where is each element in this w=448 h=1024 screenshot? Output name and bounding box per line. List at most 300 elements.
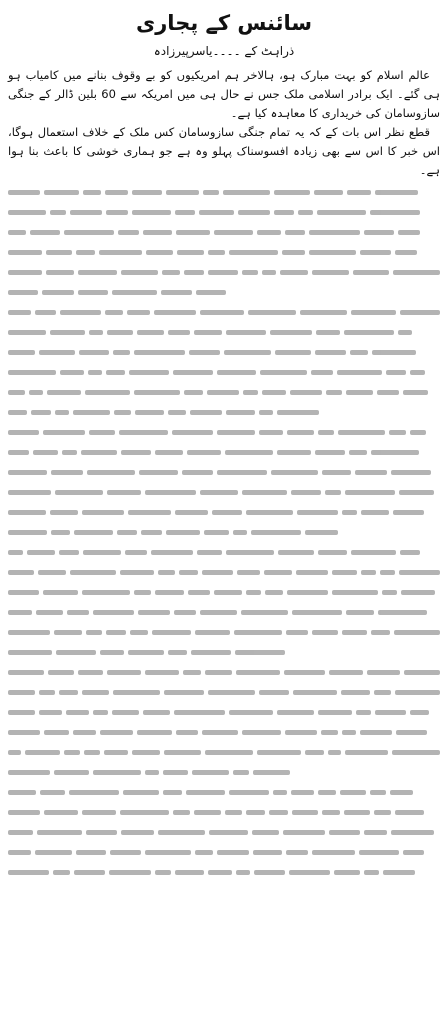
word-placeholder xyxy=(8,850,31,855)
text-line-placeholder xyxy=(8,702,440,722)
word-placeholder xyxy=(200,490,238,495)
word-placeholder xyxy=(139,470,178,475)
word-placeholder xyxy=(166,530,200,535)
word-placeholder xyxy=(50,510,78,515)
word-placeholder xyxy=(93,710,108,715)
word-placeholder xyxy=(129,370,169,375)
text-line-placeholder xyxy=(8,462,440,482)
word-placeholder xyxy=(287,590,328,595)
word-placeholder xyxy=(199,210,234,215)
word-placeholder xyxy=(84,750,100,755)
word-placeholder xyxy=(305,530,338,535)
word-placeholder xyxy=(311,370,333,375)
word-placeholder xyxy=(203,190,219,195)
paragraph: قطع نظر اس بات کے کہ یہ تمام جنگی سازوسامان کس ملک کے خلاف استعمال ہوگا، اس خبر کا اس سے بھی زیادہ افسوسناک پہلو وہ ہے جو ہماری خوشی کا باعث بنا ہوا ہے۔ xyxy=(8,125,440,177)
word-placeholder xyxy=(351,310,395,315)
word-placeholder xyxy=(110,850,141,855)
word-placeholder xyxy=(8,870,49,875)
word-placeholder xyxy=(69,790,119,795)
text-line-placeholder xyxy=(8,382,440,402)
word-placeholder xyxy=(224,350,271,355)
word-placeholder xyxy=(390,790,413,795)
word-placeholder xyxy=(83,190,101,195)
word-placeholder xyxy=(205,750,252,755)
word-placeholder xyxy=(360,250,391,255)
word-placeholder xyxy=(312,270,349,275)
word-placeholder xyxy=(400,550,420,555)
word-placeholder xyxy=(202,570,233,575)
word-placeholder xyxy=(364,830,387,835)
word-placeholder xyxy=(309,230,360,235)
word-placeholder xyxy=(47,390,81,395)
word-placeholder xyxy=(8,610,32,615)
word-placeholder xyxy=(401,590,435,595)
word-placeholder xyxy=(242,490,287,495)
word-placeholder xyxy=(318,550,347,555)
word-placeholder xyxy=(243,390,258,395)
word-placeholder xyxy=(106,370,125,375)
word-placeholder xyxy=(50,210,66,215)
word-placeholder xyxy=(271,470,318,475)
word-placeholder xyxy=(106,210,128,215)
word-placeholder xyxy=(248,310,296,315)
word-placeholder xyxy=(107,330,133,335)
text-line-placeholder xyxy=(8,442,440,462)
word-placeholder xyxy=(141,530,162,535)
word-placeholder xyxy=(164,690,204,695)
word-placeholder xyxy=(361,510,389,515)
word-placeholder xyxy=(315,350,346,355)
word-placeholder xyxy=(51,470,83,475)
word-placeholder xyxy=(300,310,347,315)
word-placeholder xyxy=(128,510,171,515)
word-placeholder xyxy=(229,250,278,255)
word-placeholder xyxy=(329,830,360,835)
word-placeholder xyxy=(79,350,109,355)
word-placeholder xyxy=(318,710,352,715)
word-placeholder xyxy=(251,530,301,535)
word-placeholder xyxy=(82,810,116,815)
illegible-text-texture xyxy=(8,182,440,888)
word-placeholder xyxy=(155,450,183,455)
text-line-placeholder xyxy=(8,662,440,682)
word-placeholder xyxy=(287,430,314,435)
word-placeholder xyxy=(329,670,362,675)
word-placeholder xyxy=(382,590,397,595)
word-placeholder xyxy=(410,430,426,435)
word-placeholder xyxy=(25,750,60,755)
word-placeholder xyxy=(253,770,290,775)
word-placeholder xyxy=(173,810,190,815)
word-placeholder xyxy=(259,410,273,415)
word-placeholder xyxy=(337,370,382,375)
word-placeholder xyxy=(254,870,285,875)
word-placeholder xyxy=(8,730,40,735)
word-placeholder xyxy=(367,670,400,675)
word-placeholder xyxy=(36,610,63,615)
word-placeholder xyxy=(155,590,184,595)
word-placeholder xyxy=(316,330,340,335)
word-placeholder xyxy=(134,590,151,595)
word-placeholder xyxy=(128,650,164,655)
word-placeholder xyxy=(8,750,21,755)
word-placeholder xyxy=(8,770,50,775)
word-placeholder xyxy=(229,790,269,795)
word-placeholder xyxy=(246,810,265,815)
text-line-placeholder xyxy=(8,562,440,582)
word-placeholder xyxy=(8,490,51,495)
word-placeholder xyxy=(371,450,419,455)
word-placeholder xyxy=(377,390,399,395)
word-placeholder xyxy=(27,550,55,555)
word-placeholder xyxy=(236,870,250,875)
word-placeholder xyxy=(345,750,388,755)
word-placeholder xyxy=(8,790,36,795)
word-placeholder xyxy=(370,210,420,215)
word-placeholder xyxy=(172,430,213,435)
word-placeholder xyxy=(350,350,368,355)
word-placeholder xyxy=(93,770,141,775)
word-placeholder xyxy=(175,210,195,215)
word-placeholder xyxy=(338,430,385,435)
word-placeholder xyxy=(143,230,172,235)
word-placeholder xyxy=(396,730,427,735)
text-line-placeholder xyxy=(8,202,440,222)
word-placeholder xyxy=(277,410,319,415)
text-line-placeholder xyxy=(8,482,440,502)
word-placeholder xyxy=(8,450,29,455)
word-placeholder xyxy=(205,670,232,675)
word-placeholder xyxy=(259,690,289,695)
word-placeholder xyxy=(86,830,117,835)
text-line-placeholder xyxy=(8,402,440,422)
word-placeholder xyxy=(8,470,47,475)
word-placeholder xyxy=(48,670,73,675)
text-line-placeholder xyxy=(8,282,440,302)
word-placeholder xyxy=(393,270,440,275)
word-placeholder xyxy=(88,370,102,375)
word-placeholder xyxy=(123,790,159,795)
word-placeholder xyxy=(174,610,196,615)
word-placeholder xyxy=(386,370,406,375)
word-placeholder xyxy=(351,550,396,555)
word-placeholder xyxy=(322,470,351,475)
word-placeholder xyxy=(399,570,440,575)
word-placeholder xyxy=(33,450,58,455)
word-placeholder xyxy=(187,450,221,455)
word-placeholder xyxy=(184,390,203,395)
word-placeholder xyxy=(39,690,55,695)
word-placeholder xyxy=(200,610,237,615)
word-placeholder xyxy=(70,210,102,215)
word-placeholder xyxy=(289,870,330,875)
word-placeholder xyxy=(87,470,135,475)
text-line-placeholder xyxy=(8,342,440,362)
text-line-placeholder xyxy=(8,802,440,822)
word-placeholder xyxy=(274,190,310,195)
word-placeholder xyxy=(145,850,191,855)
word-placeholder xyxy=(43,430,85,435)
word-placeholder xyxy=(74,870,105,875)
word-placeholder xyxy=(60,370,84,375)
text-line-placeholder xyxy=(8,782,440,802)
word-placeholder xyxy=(74,530,113,535)
word-placeholder xyxy=(347,190,371,195)
word-placeholder xyxy=(175,870,204,875)
text-line-placeholder xyxy=(8,522,440,542)
word-placeholder xyxy=(305,750,324,755)
word-placeholder xyxy=(217,430,255,435)
word-placeholder xyxy=(35,310,56,315)
word-placeholder xyxy=(410,370,425,375)
word-placeholder xyxy=(135,410,164,415)
word-placeholder xyxy=(344,330,394,335)
word-placeholder xyxy=(120,570,154,575)
word-placeholder xyxy=(112,710,139,715)
word-placeholder xyxy=(309,250,356,255)
word-placeholder xyxy=(269,810,288,815)
word-placeholder xyxy=(394,630,440,635)
word-placeholder xyxy=(53,870,70,875)
word-placeholder xyxy=(318,790,336,795)
word-placeholder xyxy=(321,730,338,735)
word-placeholder xyxy=(392,750,440,755)
word-placeholder xyxy=(204,530,229,535)
word-placeholder xyxy=(127,310,150,315)
word-placeholder xyxy=(262,390,286,395)
word-placeholder xyxy=(217,370,256,375)
word-placeholder xyxy=(325,490,341,495)
word-placeholder xyxy=(46,270,74,275)
word-placeholder xyxy=(242,270,258,275)
word-placeholder xyxy=(342,730,356,735)
word-placeholder xyxy=(364,230,394,235)
word-placeholder xyxy=(64,750,80,755)
word-placeholder xyxy=(164,750,201,755)
word-placeholder xyxy=(51,530,70,535)
word-placeholder xyxy=(359,850,399,855)
word-placeholder xyxy=(225,810,242,815)
word-placeholder xyxy=(145,670,179,675)
word-placeholder xyxy=(395,810,424,815)
word-placeholder xyxy=(114,410,131,415)
word-placeholder xyxy=(59,550,79,555)
word-placeholder xyxy=(166,190,199,195)
word-placeholder xyxy=(212,510,242,515)
word-placeholder xyxy=(120,810,169,815)
word-placeholder xyxy=(277,710,314,715)
word-placeholder xyxy=(398,330,412,335)
word-placeholder xyxy=(410,710,429,715)
word-placeholder xyxy=(8,530,47,535)
word-placeholder xyxy=(44,810,78,815)
word-placeholder xyxy=(184,270,205,275)
word-placeholder xyxy=(82,590,130,595)
word-placeholder xyxy=(298,210,313,215)
paragraph: عالم اسلام کو بہت مبارک ہو، ہالاخر ہم امریکیوں کو بے وقوف بنانے میں کامیاب ہو ہی گئے۔ ایک برادر اسلامی ملک جس نے حال ہی میں امریکہ سے 60 بلین ڈالر کے جنگی سازوسامان کی خریداری کا معاہدہ کیا ہے۔ xyxy=(8,68,440,120)
word-placeholder xyxy=(8,330,46,335)
text-line-placeholder xyxy=(8,842,440,862)
text-line-placeholder xyxy=(8,642,440,662)
word-placeholder xyxy=(42,290,74,295)
word-placeholder xyxy=(8,710,35,715)
word-placeholder xyxy=(226,410,255,415)
word-placeholder xyxy=(106,630,126,635)
word-placeholder xyxy=(89,430,115,435)
word-placeholder xyxy=(389,430,406,435)
word-placeholder xyxy=(35,850,72,855)
word-placeholder xyxy=(39,350,75,355)
text-line-placeholder xyxy=(8,822,440,842)
text-line-placeholder xyxy=(8,722,440,742)
word-placeholder xyxy=(78,670,103,675)
word-placeholder xyxy=(400,310,440,315)
word-placeholder xyxy=(208,690,255,695)
word-placeholder xyxy=(391,470,431,475)
word-placeholder xyxy=(217,470,267,475)
word-placeholder xyxy=(38,570,66,575)
word-placeholder xyxy=(317,210,366,215)
word-placeholder xyxy=(188,590,210,595)
word-placeholder xyxy=(118,230,139,235)
word-placeholder xyxy=(82,690,109,695)
word-placeholder xyxy=(380,570,396,575)
word-placeholder xyxy=(189,350,220,355)
word-placeholder xyxy=(195,630,229,635)
word-placeholder xyxy=(225,450,273,455)
word-placeholder xyxy=(270,330,312,335)
word-placeholder xyxy=(223,190,270,195)
word-placeholder xyxy=(176,730,198,735)
word-placeholder xyxy=(93,610,134,615)
word-placeholder xyxy=(196,290,226,295)
text-line-placeholder xyxy=(8,362,440,382)
word-placeholder xyxy=(208,870,232,875)
word-placeholder xyxy=(44,730,69,735)
word-placeholder xyxy=(186,790,225,795)
word-placeholder xyxy=(83,550,121,555)
word-placeholder xyxy=(82,510,124,515)
word-placeholder xyxy=(346,390,373,395)
word-placeholder xyxy=(81,450,117,455)
word-placeholder xyxy=(8,570,34,575)
word-placeholder xyxy=(8,350,35,355)
word-placeholder xyxy=(191,650,231,655)
word-placeholder xyxy=(262,270,276,275)
word-placeholder xyxy=(50,330,85,335)
word-placeholder xyxy=(105,310,123,315)
word-placeholder xyxy=(403,390,428,395)
word-placeholder xyxy=(233,530,247,535)
word-placeholder xyxy=(393,510,424,515)
word-placeholder xyxy=(259,430,283,435)
word-placeholder xyxy=(146,250,173,255)
word-placeholder xyxy=(8,670,44,675)
word-placeholder xyxy=(364,870,379,875)
text-line-placeholder xyxy=(8,502,440,522)
word-placeholder xyxy=(374,810,391,815)
word-placeholder xyxy=(168,410,186,415)
word-placeholder xyxy=(54,770,89,775)
word-placeholder xyxy=(353,270,389,275)
word-placeholder xyxy=(370,790,386,795)
word-placeholder xyxy=(253,850,282,855)
word-placeholder xyxy=(121,830,154,835)
word-placeholder xyxy=(8,190,40,195)
word-placeholder xyxy=(176,230,210,235)
word-placeholder xyxy=(399,490,434,495)
word-placeholder xyxy=(54,630,82,635)
word-placeholder xyxy=(73,410,110,415)
word-placeholder xyxy=(8,830,33,835)
word-placeholder xyxy=(100,730,133,735)
word-placeholder xyxy=(236,670,280,675)
word-placeholder xyxy=(107,490,141,495)
word-placeholder xyxy=(179,570,198,575)
word-placeholder xyxy=(360,730,392,735)
word-placeholder xyxy=(60,310,100,315)
word-placeholder xyxy=(113,690,160,695)
word-placeholder xyxy=(107,670,141,675)
word-placeholder xyxy=(175,510,208,515)
word-placeholder xyxy=(404,670,440,675)
word-placeholder xyxy=(46,250,72,255)
word-placeholder xyxy=(104,750,128,755)
word-placeholder xyxy=(8,250,42,255)
word-placeholder xyxy=(398,230,420,235)
word-placeholder xyxy=(155,870,171,875)
word-placeholder xyxy=(137,330,164,335)
word-placeholder xyxy=(86,630,102,635)
word-placeholder xyxy=(277,450,311,455)
word-placeholder xyxy=(163,770,188,775)
word-placeholder xyxy=(100,650,124,655)
word-placeholder xyxy=(112,290,157,295)
word-placeholder xyxy=(85,390,130,395)
word-placeholder xyxy=(340,790,366,795)
word-placeholder xyxy=(312,850,355,855)
word-placeholder xyxy=(143,710,170,715)
word-placeholder xyxy=(371,630,390,635)
word-placeholder xyxy=(67,610,89,615)
word-placeholder xyxy=(395,250,417,255)
word-placeholder xyxy=(257,750,301,755)
word-placeholder xyxy=(395,690,440,695)
article-title: سائنس کے پجاری xyxy=(135,11,313,35)
word-placeholder xyxy=(8,810,40,815)
word-placeholder xyxy=(242,730,281,735)
word-placeholder xyxy=(342,510,357,515)
word-placeholder xyxy=(174,710,225,715)
word-placeholder xyxy=(235,650,285,655)
word-placeholder xyxy=(31,410,51,415)
word-placeholder xyxy=(192,770,229,775)
word-placeholder xyxy=(78,290,108,295)
text-line-placeholder xyxy=(8,862,440,882)
word-placeholder xyxy=(29,390,43,395)
word-placeholder xyxy=(332,570,357,575)
word-placeholder xyxy=(217,850,249,855)
word-placeholder xyxy=(322,810,340,815)
word-placeholder xyxy=(121,450,151,455)
word-placeholder xyxy=(125,550,147,555)
word-placeholder xyxy=(182,470,213,475)
text-line-placeholder xyxy=(8,222,440,242)
word-placeholder xyxy=(113,350,130,355)
word-placeholder xyxy=(130,630,148,635)
word-placeholder xyxy=(349,450,367,455)
word-placeholder xyxy=(291,790,314,795)
